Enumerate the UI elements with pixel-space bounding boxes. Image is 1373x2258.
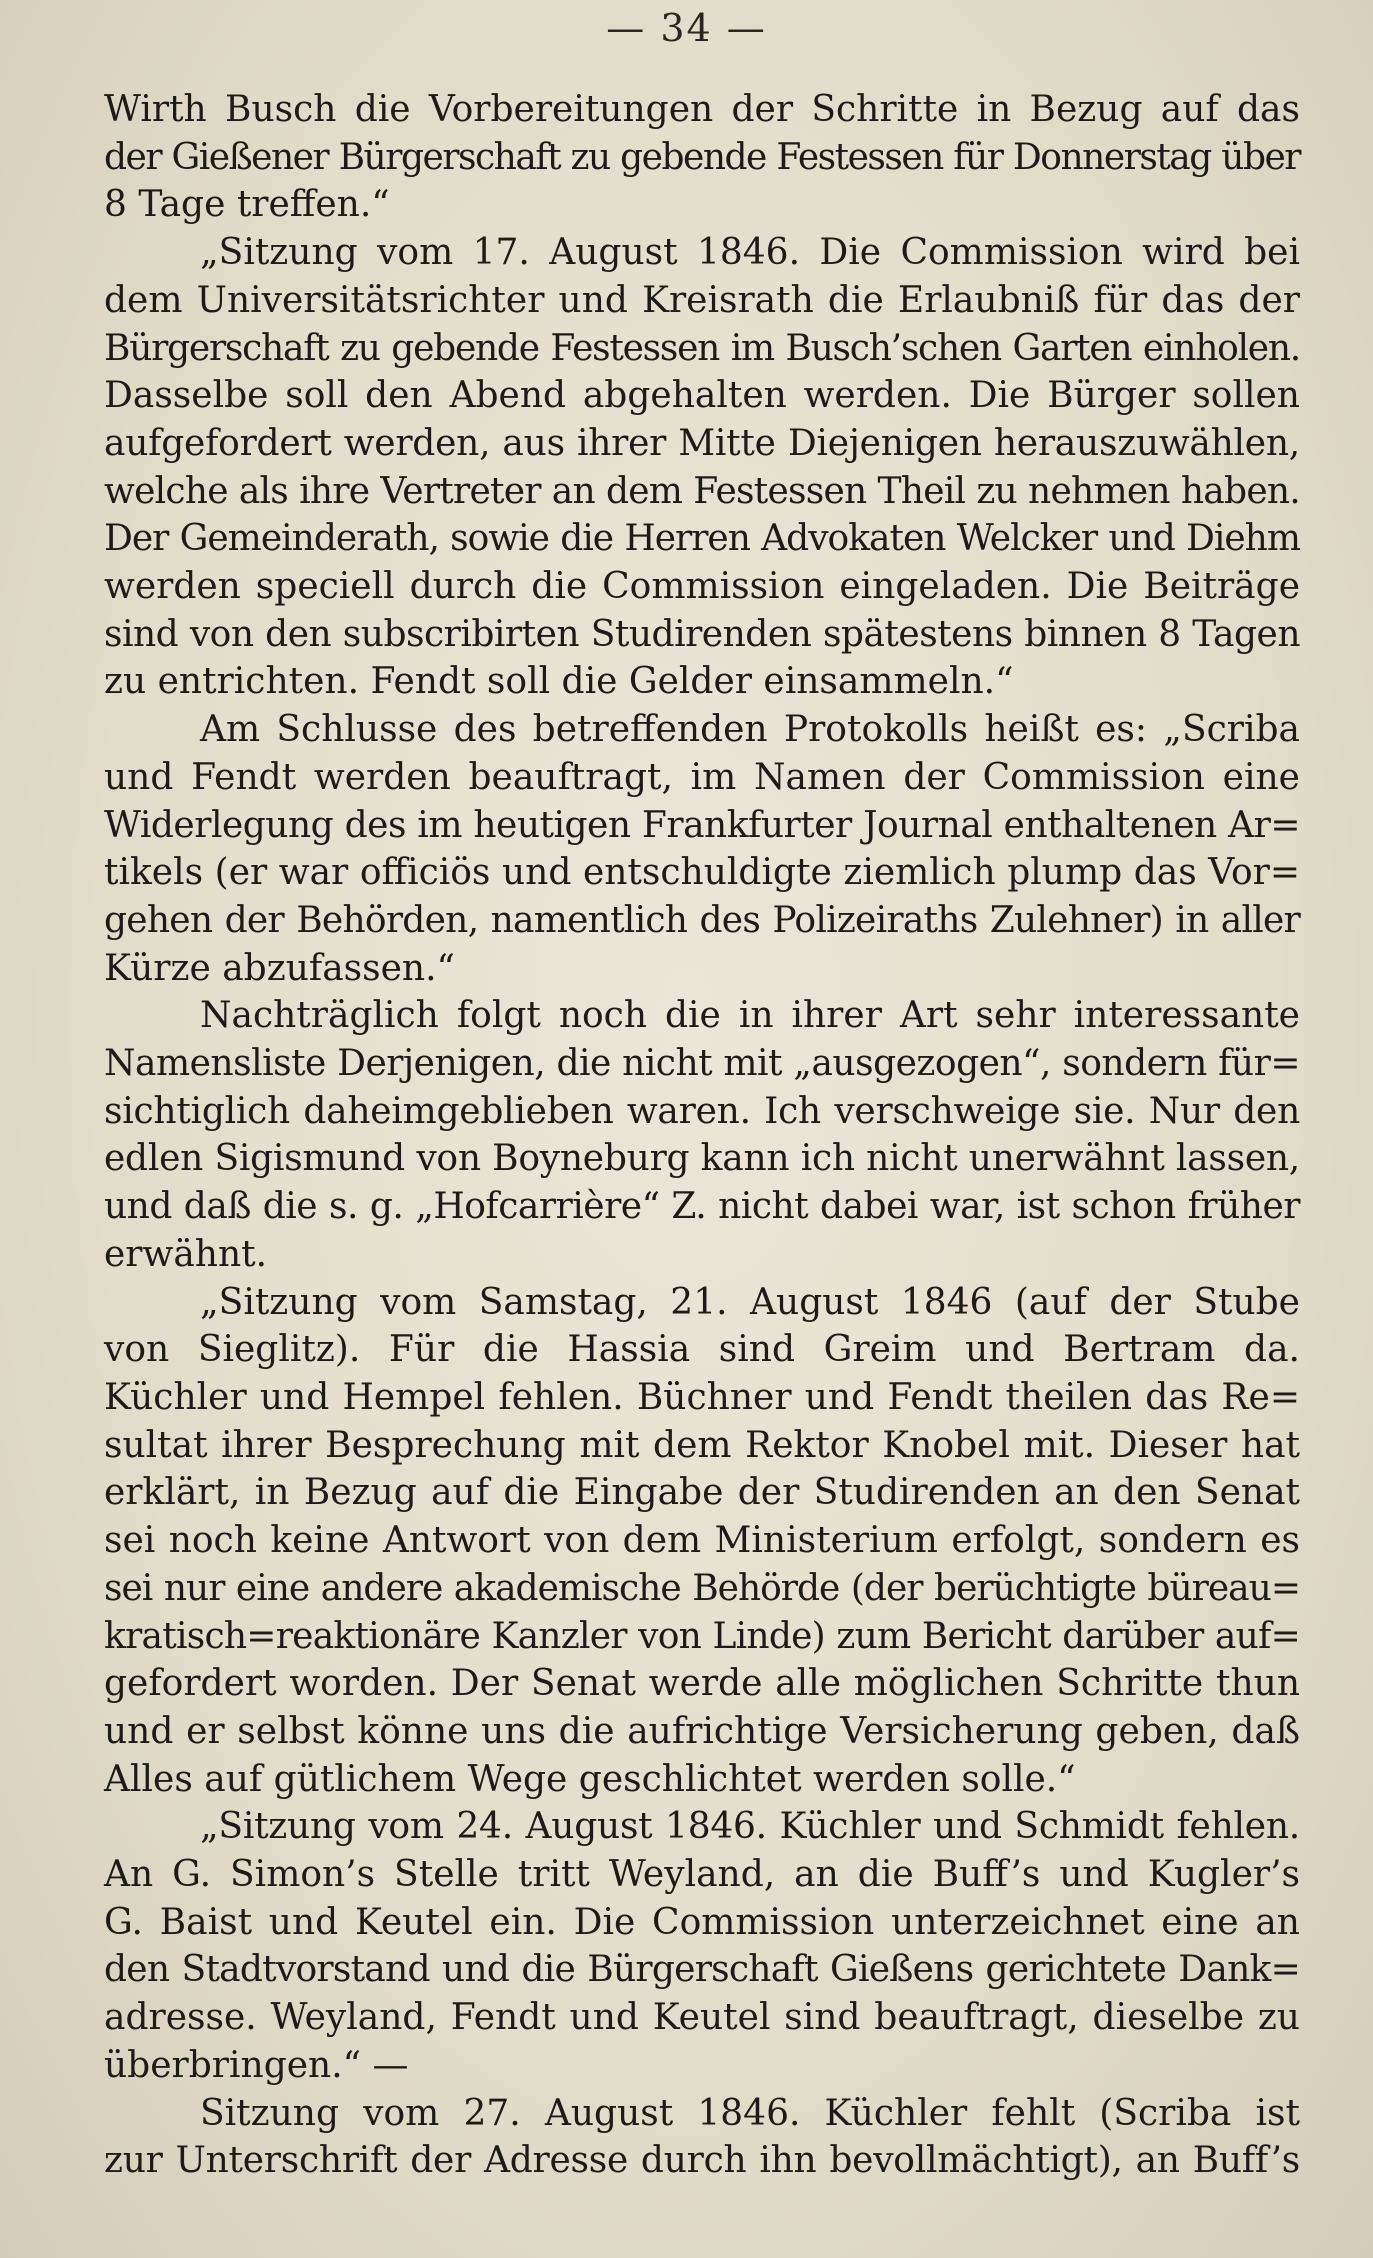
text-line: Widerlegung des im heutigen Frankfurter Journal enthaltenen Ar=	[104, 804, 1300, 846]
paragraph	[104, 2090, 1300, 2185]
text-line: kratisch=reaktionäre Kanzler von Linde) zum Bericht darüber auf=	[104, 1615, 1300, 1657]
text-line: gehen der Behörden, namentlich des Polizeiraths Zulehner) in aller	[104, 899, 1300, 941]
text-line: von Sieglitz). Für die Hassia sind Greim und Bertram da.	[104, 1329, 1300, 1371]
text-line: G. Baist und Keutel ein. Die Commission unterzeichnet eine an	[104, 1901, 1300, 1943]
page-number: — 34 —	[606, 6, 767, 50]
text-line: edlen Sigismund von Boyneburg kann ich nicht unerwähnt lassen,	[104, 1138, 1300, 1180]
paragraph	[104, 1279, 1300, 1804]
text-line: gefordert worden. Der Senat werde alle möglichen Schritte thun	[104, 1663, 1300, 1705]
text-line: erwähnt.	[104, 1233, 268, 1275]
text-line: werden speciell durch die Commission eingeladen. Die Beiträge	[104, 566, 1300, 608]
text-line: zu entrichten. Fendt soll die Gelder einsammeln.“	[104, 661, 1014, 703]
text-line: Namensliste Derjenigen, die nicht mit „ausgezogen“, sondern für=	[104, 1043, 1300, 1085]
text-line: „Sitzung vom Samstag, 21. August 1846 (auf der Stube	[200, 1281, 1300, 1323]
text-line: Küchler und Hempel fehlen. Büchner und Fendt theilen das Re=	[104, 1376, 1300, 1418]
text-line: Bürgerschaft zu gebende Festessen im Busch’schen Garten einholen.	[104, 327, 1300, 369]
text-line: „Sitzung vom 17. August 1846. Die Commission wird bei	[200, 232, 1300, 274]
text-line: und Fendt werden beauftragt, im Namen der Commission eine	[104, 756, 1300, 798]
text-line: adresse. Weyland, Fendt und Keutel sind beauftragt, dieselbe zu	[104, 1997, 1300, 2039]
text-body	[104, 86, 1300, 2185]
text-line: welche als ihre Vertreter an dem Festessen Theil zu nehmen haben.	[104, 470, 1300, 512]
text-line: und daß die s. g. „Hofcarrière“ Z. nicht dabei war, ist schon früher	[104, 1186, 1300, 1228]
text-line: tikels (er war officiös und entschuldigte ziemlich plump das Vor=	[104, 852, 1300, 894]
text-line: Nachträglich folgt noch die in ihrer Art sehr interessante	[200, 995, 1300, 1037]
text-line: 8 Tage treffen.“	[104, 184, 390, 226]
paragraph	[104, 706, 1300, 992]
text-line: sei nur eine andere akademische Behörde (der berüchtigte büreau=	[104, 1567, 1300, 1609]
text-line: Wirth Busch die Vorbereitungen der Schritte in Bezug auf das	[104, 89, 1300, 130]
text-line: Kürze abzufassen.“	[104, 947, 455, 989]
text-line: erklärt, in Bezug auf die Eingabe der Studirenden an den Senat	[104, 1472, 1300, 1514]
paragraph	[104, 1803, 1300, 2089]
text-line: sultat ihrer Besprechung mit dem Rektor Knobel mit. Dieser hat	[104, 1424, 1300, 1466]
text-line: überbringen.“ —	[104, 2044, 409, 2086]
text-line: aufgefordert werden, aus ihrer Mitte Diejenigen herauszuwählen,	[104, 422, 1300, 464]
text-line: der Gießener Bürgerschaft zu gebende Festessen für Donnerstag über	[104, 136, 1300, 178]
text-line: sind von den subscribirten Studirenden spätestens binnen 8 Tagen	[104, 613, 1300, 655]
text-line: den Stadtvorstand und die Bürgerschaft Gießens gerichtete Dank=	[104, 1949, 1300, 1991]
text-line: Der Gemeinderath, sowie die Herren Advokaten Welcker und Diehm	[104, 518, 1300, 560]
text-line: sei noch keine Antwort von dem Ministerium erfolgt, sondern es	[104, 1520, 1300, 1562]
text-line: zur Unterschrift der Adresse durch ihn bevollmächtigt), an Buff’s	[104, 2140, 1300, 2182]
text-line: sichtiglich daheimgeblieben waren. Ich verschweige sie. Nur den	[104, 1090, 1300, 1132]
text-line: An G. Simon’s Stelle tritt Weyland, an die Buff’s und Kugler’s	[104, 1854, 1300, 1896]
text-line: dem Universitätsrichter und Kreisrath die Erlaubniß für das der	[104, 279, 1300, 321]
paragraph	[104, 86, 1300, 229]
paragraph	[104, 229, 1300, 706]
text-line: Alles auf gütlichem Wege geschlichtet werden solle.“	[104, 1758, 1076, 1800]
text-line: Am Schlusse des betreffenden Protokolls heißt es: „Scriba	[200, 709, 1300, 751]
text-line: „Sitzung vom 24. August 1846. Küchler und Schmidt fehlen.	[200, 1806, 1300, 1848]
text-line: und er selbst könne uns die aufrichtige Versicherung geben, daß	[104, 1710, 1300, 1752]
text-line: Dasselbe soll den Abend abgehalten werden. Die Bürger sollen	[104, 375, 1300, 417]
paragraph	[104, 992, 1300, 1278]
text-line: Sitzung vom 27. August 1846. Küchler fehlt (Scriba ist	[200, 2092, 1300, 2134]
